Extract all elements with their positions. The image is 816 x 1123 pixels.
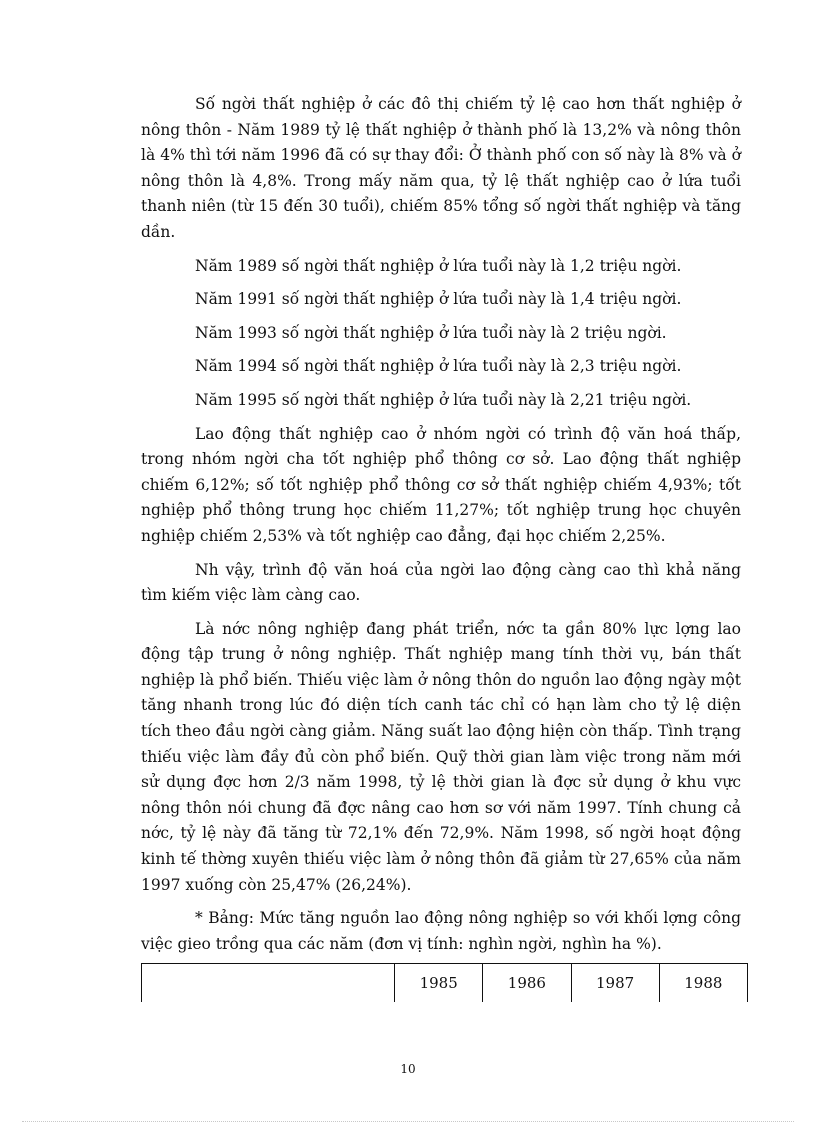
paragraph-agricultural-country: Là nớc nông nghiệp đang phát triển, nớc ta gần 80% lực lợng lao động tập trung ở nông nghiệp. Thất nghiệp mang tính thời vụ, bán thất nghiệp là phổ biến. Thiếu việc làm ở nông thôn do nguồn lao động ngày một tăng nhanh trong lúc đó diện tích canh tác chỉ có hạn làm cho tỷ lệ diện tích theo đầu ngời càng giảm. Năng suất lao động hiện còn thấp. Tình trạng thiếu việc làm đầy đủ còn phổ biến. Quỹ thời gian làm việc trong năm mới sử dụng đợc hơn 2/3 năm 1998, tỷ lệ thời gian là đợc sử dụng ở khu vực nông thôn nói chung đã đợc nâng cao hơn sơ với năm 1997. Tính chung cả nớc, tỷ lệ này đã tăng từ 72,1% đến 72,9%. Năm 1998, số ngời hoạt động kinh tế thờng xuyên thiếu việc làm ở nông thôn đã giảm từ 27,65% của năm 1997 xuống còn 25,47% (26,24%). (141, 619, 741, 894)
year-line-1995: Năm 1995 số ngời thất nghiệp ở lứa tuổi này là 2,21 triệu ngời. (195, 390, 692, 409)
table-header-year: 1987 (571, 964, 659, 1003)
table-header-row (142, 964, 748, 1003)
year-line-1989: Năm 1989 số ngời thất nghiệp ở lứa tuổi này là 1,2 triệu ngời. (195, 256, 682, 275)
body-text (141, 92, 741, 963)
year-line-1991: Năm 1991 số ngời thất nghiệp ở lứa tuổi này là 1,4 triệu ngời. (195, 290, 682, 309)
paragraph-education-level: Lao động thất nghiệp cao ở nhóm ngời có trình độ văn hoá thấp, trong nhóm ngời cha tốt nghiệp phổ thông cơ sở. Lao động thất nghiệp chiếm 6,12%; số tốt nghiệp phổ thông cơ sở thất nghiệp chiếm 4,93%; tốt nghiệp phổ thông trung học chiếm 11,27%; tốt nghiệp trung học chuyên nghiệp chiếm 2,53% và tốt nghiệp cao đẳng, đại học chiếm 2,25%. (141, 424, 741, 545)
paragraph-urban-rural-unemployment: Số ngời thất nghiệp ở các đô thị chiếm tỷ lệ cao hơn thất nghiệp ở nông thôn - Năm 1989 tỷ lệ thất nghiệp ở thành phố là 13,2% và nông thôn là 4% thì tới năm 1996 đã có sự thay đổi: Ở thành phố con số này là 8% và ở nông thôn là 4,8%. Trong mấy năm qua, tỷ lệ thất nghiệp cao ở lứa tuổi thanh niên (từ 15 đến 30 tuổi), chiếm 85% tổng số ngời thất nghiệp và tăng dần. (141, 95, 741, 241)
table-header-label (142, 964, 395, 1003)
table-header-year: 1986 (483, 964, 571, 1003)
year-line-1994: Năm 1994 số ngời thất nghiệp ở lứa tuổi này là 2,3 triệu ngời. (195, 357, 682, 376)
page-bottom-divider (22, 1121, 794, 1122)
table-caption: * Bảng: Mức tăng nguồn lao động nông nghiệp so với khối lợng công việc gieo trồng qua các năm (đơn vị tính: nghìn ngời, nghìn ha %). (141, 909, 741, 953)
labor-table (141, 963, 748, 1002)
table-header-year: 1985 (395, 964, 483, 1003)
table-header-year: 1988 (659, 964, 747, 1003)
page-number: 10 (400, 1062, 416, 1076)
year-line-1993: Năm 1993 số ngời thất nghiệp ở lứa tuổi này là 2 triệu ngời. (195, 323, 667, 342)
paragraph-education-conclusion: Nh vậy, trình độ văn hoá của ngời lao động càng cao thì khả năng tìm kiếm việc làm càng cao. (141, 560, 741, 605)
